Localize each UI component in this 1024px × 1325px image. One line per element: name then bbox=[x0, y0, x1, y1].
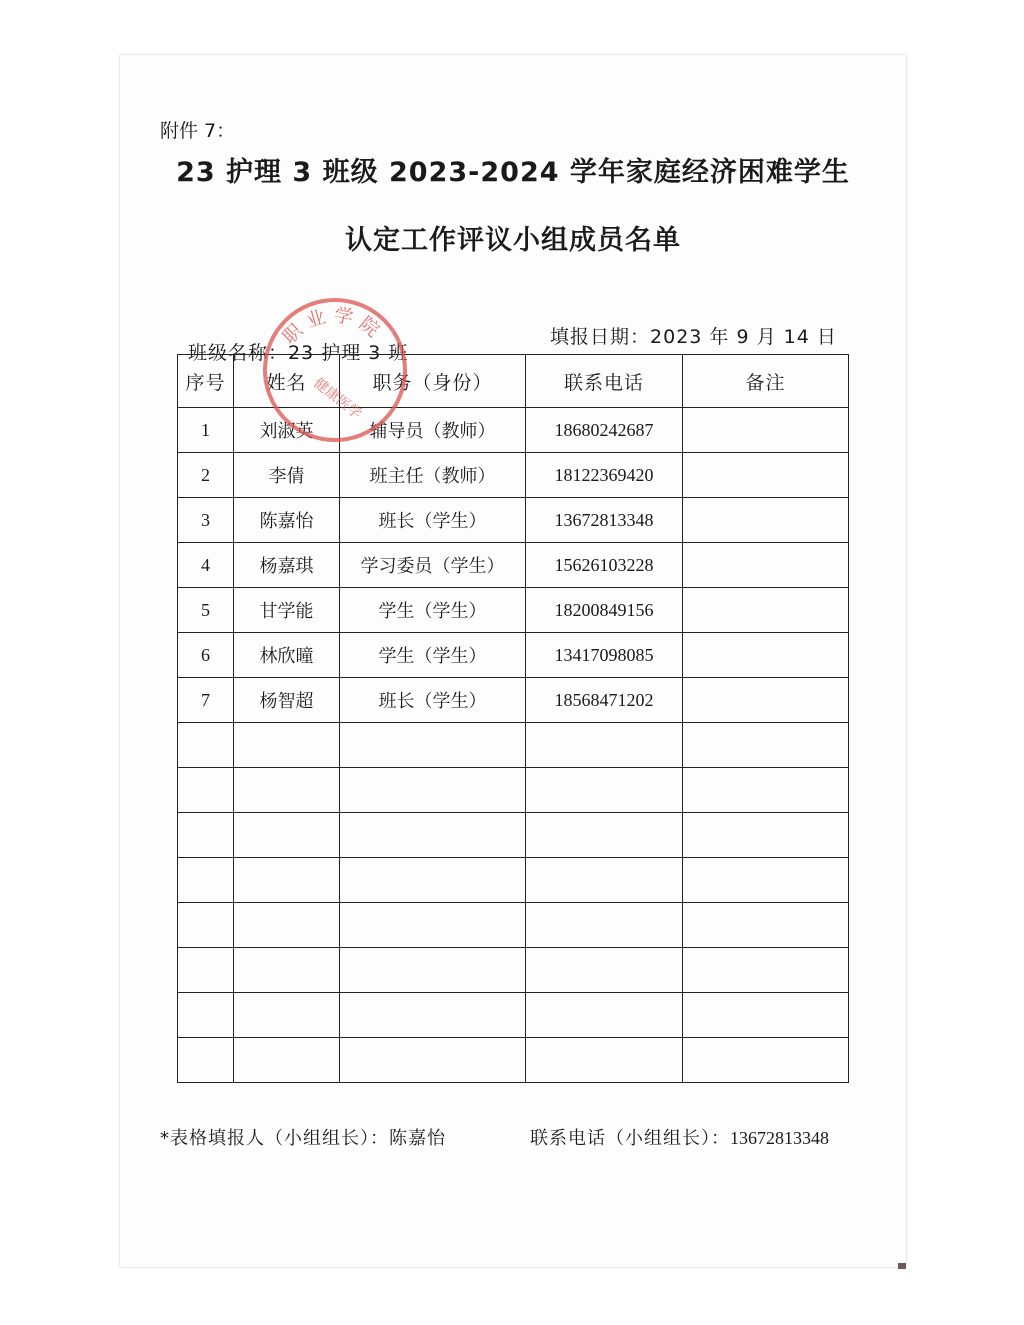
empty-row bbox=[178, 993, 849, 1038]
class-name-label: 班级名称： bbox=[188, 342, 289, 364]
cell-phone: 18200849156 bbox=[526, 588, 683, 633]
empty-row bbox=[178, 903, 849, 948]
header-no: 序号 bbox=[178, 355, 234, 408]
empty-row bbox=[178, 768, 849, 813]
cell-name: 林欣曈 bbox=[234, 633, 340, 678]
header-role: 职务（身份） bbox=[340, 355, 526, 408]
empty-row bbox=[178, 1038, 849, 1083]
table-row bbox=[178, 633, 849, 678]
table-row bbox=[178, 453, 849, 498]
cell-phone: 18568471202 bbox=[526, 678, 683, 723]
cell-note bbox=[683, 543, 849, 588]
fill-date-label: 填报日期： bbox=[550, 326, 651, 348]
empty-row bbox=[178, 858, 849, 903]
fill-date-value: 2023 年 9 月 14 日 bbox=[650, 326, 837, 348]
table-row bbox=[178, 588, 849, 633]
cell-name: 陈嘉怡 bbox=[234, 498, 340, 543]
cell-role: 辅导员（教师） bbox=[340, 408, 526, 453]
cell-role: 学生（学生） bbox=[340, 588, 526, 633]
committee-member-table bbox=[177, 354, 849, 1083]
cell-note bbox=[683, 408, 849, 453]
cell-name: 杨嘉琪 bbox=[234, 543, 340, 588]
table-row bbox=[178, 543, 849, 588]
fill-date bbox=[550, 322, 837, 349]
cell-no: 7 bbox=[178, 678, 234, 723]
cell-phone: 13672813348 bbox=[526, 498, 683, 543]
cell-name: 杨智超 bbox=[234, 678, 340, 723]
cell-role: 学生（学生） bbox=[340, 633, 526, 678]
cell-no: 2 bbox=[178, 453, 234, 498]
cell-note bbox=[683, 633, 849, 678]
stamp-inner-text: 健康医学 bbox=[310, 375, 365, 423]
cell-phone: 13417098085 bbox=[526, 633, 683, 678]
cell-note bbox=[683, 678, 849, 723]
header-note: 备注 bbox=[683, 355, 849, 408]
attachment-label: 附件 7： bbox=[160, 120, 236, 142]
cell-phone: 15626103228 bbox=[526, 543, 683, 588]
footer-phone bbox=[530, 1124, 829, 1150]
leader-phone-label: 联系电话（小组组长）： bbox=[530, 1128, 730, 1149]
cell-no: 1 bbox=[178, 408, 234, 453]
table-row bbox=[178, 498, 849, 543]
filler-name: 陈嘉怡 bbox=[389, 1128, 446, 1149]
cell-phone: 18122369420 bbox=[526, 453, 683, 498]
cell-no: 6 bbox=[178, 633, 234, 678]
stamp-text: 职业学院 bbox=[278, 303, 389, 349]
document-title-line2: 认定工作评议小组成员名单 bbox=[345, 225, 681, 256]
header-phone: 联系电话 bbox=[526, 355, 683, 408]
cell-no: 5 bbox=[178, 588, 234, 633]
cell-note bbox=[683, 453, 849, 498]
header-name: 姓名 bbox=[234, 355, 340, 408]
cell-name: 甘学能 bbox=[234, 588, 340, 633]
cell-role: 班主任（教师） bbox=[340, 453, 526, 498]
cell-phone: 18680242687 bbox=[526, 408, 683, 453]
cell-role: 学习委员（学生） bbox=[340, 543, 526, 588]
cell-name: 刘淑英 bbox=[234, 408, 340, 453]
cell-note bbox=[683, 498, 849, 543]
table-header-row bbox=[178, 355, 849, 408]
cell-no: 4 bbox=[178, 543, 234, 588]
cell-no: 3 bbox=[178, 498, 234, 543]
cell-name: 李倩 bbox=[234, 453, 340, 498]
document-title-line1: 23 护理 3 班级 2023-2024 学年家庭经济困难学生 bbox=[176, 157, 850, 188]
scan-edge-mark bbox=[898, 1263, 906, 1269]
cell-note bbox=[683, 588, 849, 633]
table-row bbox=[178, 678, 849, 723]
empty-row bbox=[178, 723, 849, 768]
cell-role: 班长（学生） bbox=[340, 678, 526, 723]
leader-phone-value: 13672813348 bbox=[730, 1128, 829, 1148]
class-name-value: 23 护理 3 班 bbox=[288, 342, 409, 364]
table-row bbox=[178, 408, 849, 453]
empty-row bbox=[178, 813, 849, 858]
cell-role: 班长（学生） bbox=[340, 498, 526, 543]
empty-row bbox=[178, 948, 849, 993]
filler-label: *表格填报人（小组组长）： bbox=[160, 1128, 389, 1149]
footer-filler bbox=[160, 1124, 446, 1150]
